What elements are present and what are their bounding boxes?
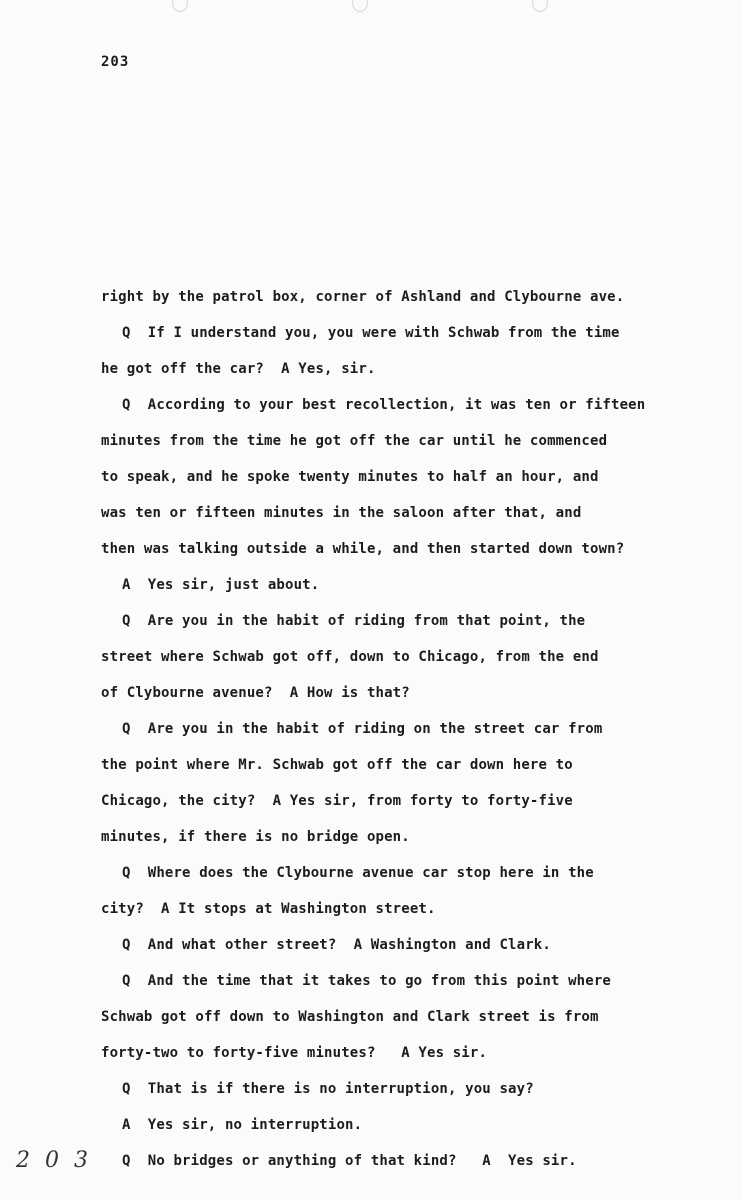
transcript-line: was ten or fifteen minutes in the saloon after that, and [101,505,582,521]
transcript-line: the point where Mr. Schwab got off the car down here to [101,757,573,773]
transcript-line: Q No bridges or anything of that kind? A Yes sir. [122,1153,577,1169]
transcript-line: Q Are you in the habit of riding on the street car from [122,721,603,737]
transcript-line: Q Where does the Clybourne avenue car stop here in the [122,865,594,881]
transcript-line: street where Schwab got off, down to Chicago, from the end [101,649,599,665]
transcript-line: A Yes sir, no interruption. [122,1117,363,1133]
transcript-line: forty-two to forty-five minutes? A Yes sir. [101,1045,488,1061]
transcript-line: Q And the time that it takes to go from this point where [122,973,611,989]
transcript-line: he got off the car? A Yes, sir. [101,361,376,377]
transcript-line: Q That is if there is no interruption, you say? [122,1081,534,1097]
transcript-line: Q If I understand you, you were with Schwab from the time [122,325,620,341]
transcript-line: city? A It stops at Washington street. [101,901,436,917]
transcript-line: Schwab got off down to Washington and Clark street is from [101,1009,599,1025]
punch-hole-mark [532,0,548,12]
punch-hole-mark [352,0,368,12]
transcript-line: minutes, if there is no bridge open. [101,829,410,845]
transcript-line: minutes from the time he got off the car until he commenced [101,433,608,449]
transcript-line: then was talking outside a while, and then started down town? [101,541,625,557]
transcript-line: Q Are you in the habit of riding from that point, the [122,613,586,629]
transcript-line: of Clybourne avenue? A How is that? [101,685,410,701]
transcript-line: to speak, and he spoke twenty minutes to half an hour, and [101,469,599,485]
transcript-line: Q And what other street? A Washington and Clark. [122,937,551,953]
handwritten-page-number: 2 0 3 [16,1148,92,1173]
transcript-line: right by the patrol box, corner of Ashland and Clybourne ave. [101,289,625,305]
transcript-line: A Yes sir, just about. [122,577,320,593]
transcript-line: Chicago, the city? A Yes sir, from forty to forty-five [101,793,573,809]
page-number: 203 [101,54,130,70]
transcript-line: Q According to your best recollection, it was ten or fifteen [122,397,646,413]
punch-hole-mark [172,0,188,12]
